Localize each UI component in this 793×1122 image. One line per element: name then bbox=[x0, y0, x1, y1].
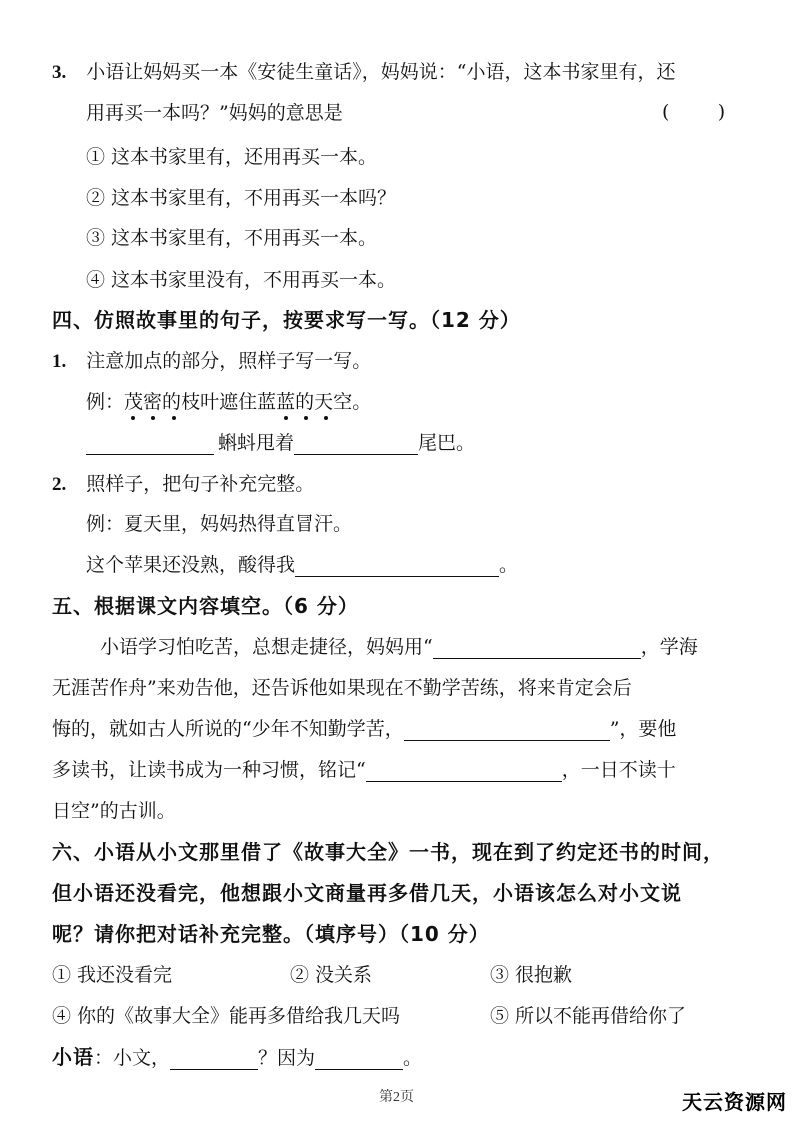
s4-q1-line bbox=[52, 349, 371, 374]
s4-q2-fill-start: 这个苹果还没熟，酸得我 bbox=[86, 554, 296, 576]
s4-q1-blank-2[interactable] bbox=[294, 434, 418, 455]
page-number: 第2页 bbox=[379, 1090, 414, 1105]
q3-option-2: ② 这本书家里有，不用再买一本吗？ bbox=[86, 187, 397, 209]
s5-text-3a: 悔的，就如古人所说的“少年不知勤学苦， bbox=[52, 718, 404, 740]
s6-choice-1: ① 我还没看完 bbox=[52, 964, 173, 986]
q3-number: 3. bbox=[52, 62, 67, 83]
example-char: 的 bbox=[162, 391, 182, 413]
q3-text-line2: 用再买一本吗？”妈妈的意思是 bbox=[86, 102, 343, 124]
s6-speaker: 小语 bbox=[52, 1045, 94, 1069]
example-char: 蓝 bbox=[276, 391, 296, 413]
s4-q1-fill-end: 尾巴。 bbox=[418, 432, 476, 454]
example-char: 空 bbox=[333, 391, 353, 413]
section6-line1: 六、小语从小文那里借了《故事大全》一书，现在到了约定还书的时间， bbox=[52, 840, 724, 864]
s6-choice-3: ③ 很抱歉 bbox=[490, 964, 573, 986]
q3-answer-paren[interactable]: ( ) bbox=[662, 101, 726, 123]
s4-q1-text: 注意加点的部分，照样子写一写。 bbox=[86, 350, 372, 372]
s4-q2-fill-line bbox=[86, 553, 518, 577]
example-char: 住 bbox=[238, 391, 258, 413]
s4-q2-line bbox=[52, 472, 314, 497]
s6-blank-1[interactable] bbox=[170, 1049, 258, 1070]
s4-q2-blank[interactable] bbox=[295, 556, 499, 577]
s4-q2-fill-end: 。 bbox=[499, 554, 519, 576]
s4-q1-example bbox=[86, 390, 371, 414]
example-char: 遮 bbox=[219, 391, 239, 413]
s6-dialog-c: 。 bbox=[403, 1047, 423, 1069]
watermark-logo: 天云资源网 bbox=[682, 1090, 787, 1114]
s6-dialog-b: ？因为 bbox=[258, 1047, 316, 1069]
s5-line1 bbox=[100, 635, 698, 659]
s4-q2-text: 照样子，把句子补充完整。 bbox=[86, 473, 315, 495]
example-char: 密 bbox=[143, 391, 163, 413]
s6-dialog-a: ：小文， bbox=[94, 1047, 171, 1069]
s5-text-4b: ，一日不读十 bbox=[561, 759, 676, 781]
q3-line1 bbox=[52, 60, 676, 85]
s6-dialog bbox=[52, 1045, 422, 1070]
s5-blank-1[interactable] bbox=[433, 638, 641, 659]
s5-blank-2[interactable] bbox=[404, 720, 610, 741]
q3-option-1: ① 这本书家里有，还用再买一本。 bbox=[86, 146, 378, 168]
example-char: 蓝 bbox=[257, 391, 277, 413]
section5-title: 五、根据课文内容填空。（6 分） bbox=[52, 594, 359, 618]
s4-q1-fill-mid: 蝌蚪甩着 bbox=[218, 432, 295, 454]
s4-q1-fill-line bbox=[86, 431, 475, 455]
example-char: 的 bbox=[295, 391, 315, 413]
s5-text-1a: 小语学习怕吃苦，总想走捷径，妈妈用“ bbox=[100, 636, 433, 658]
s5-line2: 无涯苦作舟”来劝告他，还告诉他如果现在不勤学苦练，将来肯定会后 bbox=[52, 677, 632, 699]
example-char: 天 bbox=[314, 391, 334, 413]
section6-line2: 但小语还没看完，他想跟小文商量再多借几天，小语该怎么对小文说 bbox=[52, 881, 682, 905]
q3-line2 bbox=[86, 101, 343, 125]
s6-choice-4: ④ 你的《故事大全》能再多借给我几天吗 bbox=[52, 1005, 401, 1027]
s4-q1-example-prefix: 例： bbox=[86, 391, 125, 413]
q3-text-line1: 小语让妈妈买一本《安徒生童话》，妈妈说：“小语，这本书家里有，还 bbox=[86, 61, 676, 83]
s5-line3 bbox=[52, 717, 676, 741]
section6-line3: 呢？请你把对话补充完整。（填序号）（10 分） bbox=[52, 922, 490, 946]
q3-option-3: ③ 这本书家里有，不用再买一本。 bbox=[86, 227, 378, 249]
s4-q2-number: 2. bbox=[52, 474, 67, 495]
s6-choice-2: ② 没关系 bbox=[290, 964, 373, 986]
s5-text-4a: 多读书，让读书成为一种习惯，铭记“ bbox=[52, 759, 366, 781]
s5-line4 bbox=[52, 758, 676, 782]
s5-text-1b: ，学海 bbox=[640, 636, 698, 658]
example-char: 茂 bbox=[124, 391, 144, 413]
s4-q1-blank-1[interactable] bbox=[86, 434, 214, 455]
q3-option-4: ④ 这本书家里没有，不用再买一本。 bbox=[86, 269, 397, 291]
s6-blank-2[interactable] bbox=[315, 1049, 403, 1070]
section4-title: 四、仿照故事里的句子，按要求写一写。（12 分） bbox=[52, 308, 521, 332]
s4-q2-example: 例：夏天里，妈妈热得直冒汗。 bbox=[86, 513, 353, 535]
s5-blank-3[interactable] bbox=[366, 761, 562, 782]
s6-choice-5: ⑤ 所以不能再借给你了 bbox=[490, 1005, 687, 1027]
example-char: 。 bbox=[352, 391, 372, 413]
s4-q1-number: 1. bbox=[52, 351, 67, 372]
s5-line5: 日空”的古训。 bbox=[52, 800, 176, 822]
example-char: 叶 bbox=[200, 391, 220, 413]
example-char: 枝 bbox=[181, 391, 201, 413]
s5-text-3b: ”，要他 bbox=[609, 718, 677, 740]
